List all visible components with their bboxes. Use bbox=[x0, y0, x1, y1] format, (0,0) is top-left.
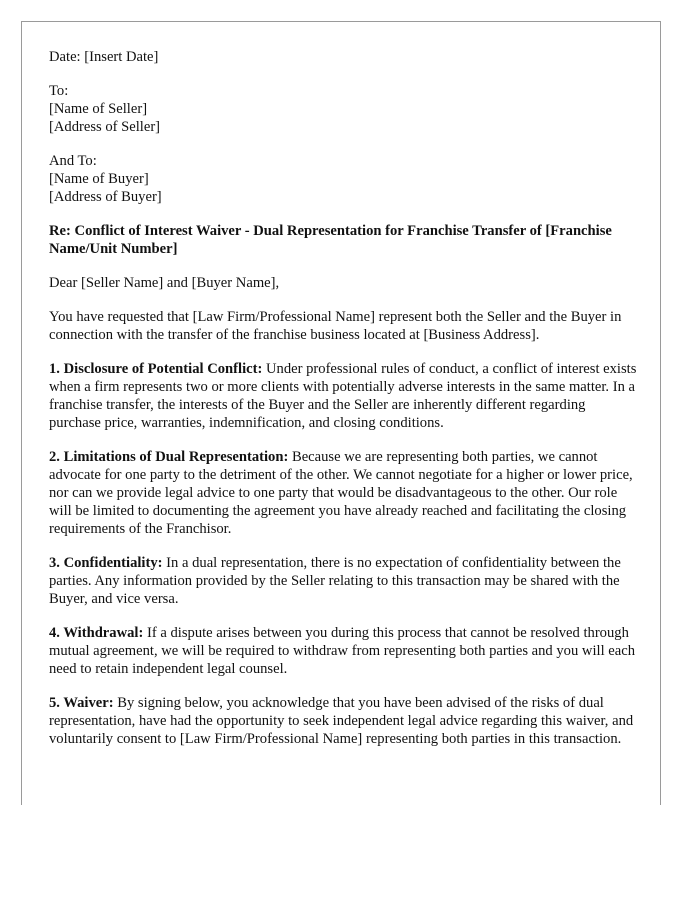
to-label: To: bbox=[49, 83, 69, 99]
and-to-label: And To: bbox=[49, 153, 97, 169]
section-title: 5. Waiver: bbox=[49, 695, 114, 711]
buyer-address-block bbox=[49, 152, 639, 206]
section-limitations bbox=[49, 448, 639, 538]
letter-content bbox=[49, 48, 639, 764]
section-waiver bbox=[49, 694, 639, 748]
seller-name: [Name of Seller] bbox=[49, 101, 148, 117]
section-text: Because we are representing both parties, we cannot advocate for one party to the detriment of the other. We cannot negotiate for a higher or lower price, nor can we provide legal advice to one party that would be disadvantageous to the other. Our role will be limited to documenting the agreement you have already reached and facilitating the closing requirements of the Franchisor. bbox=[49, 449, 633, 537]
section-confidentiality bbox=[49, 554, 639, 608]
section-text: Under professional rules of conduct, a conflict of interest exists when a firm represents two or more clients with potentially adverse interests in the same matter. In a franchise transfer, the interests of the Buyer and the Seller are inherently different regarding purchase price, warranties, indemnification, and closing conditions. bbox=[49, 361, 637, 431]
subject-line: Re: Conflict of Interest Waiver - Dual Representation for Franchise Transfer of [Franchise Name/Unit Number] bbox=[49, 223, 612, 257]
buyer-name: [Name of Buyer] bbox=[49, 171, 149, 187]
section-text: In a dual representation, there is no expectation of confidentiality between the parties. Any information provided by the Seller relating to this transaction may be shared with the Buyer, and vice versa. bbox=[49, 555, 621, 607]
letter-page bbox=[21, 21, 661, 805]
section-disclosure bbox=[49, 360, 639, 432]
seller-address: [Address of Seller] bbox=[49, 119, 161, 135]
section-title: 2. Limitations of Dual Representation: bbox=[49, 449, 289, 465]
intro-paragraph: You have requested that [Law Firm/Professional Name] represent both the Seller and the Buyer in connection with the transfer of the franchise business located at [Business Address]. bbox=[49, 309, 622, 343]
date-block bbox=[49, 48, 639, 66]
section-title: 1. Disclosure of Potential Conflict: bbox=[49, 361, 263, 377]
section-title: 4. Withdrawal: bbox=[49, 625, 144, 641]
section-text: By signing below, you acknowledge that you have been advised of the risks of dual representation, have had the opportunity to seek independent legal advice regarding this waiver, and voluntarily consent to [Law Firm/Professional Name] representing both parties in this transaction. bbox=[49, 695, 634, 747]
salutation: Dear [Seller Name] and [Buyer Name], bbox=[49, 275, 280, 291]
section-text: If a dispute arises between you during this process that cannot be resolved through mutual agreement, we will be required to withdraw from representing both parties and you will each need to retain independent legal counsel. bbox=[49, 625, 635, 677]
seller-address-block bbox=[49, 82, 639, 136]
buyer-address: [Address of Buyer] bbox=[49, 189, 162, 205]
section-title: 3. Confidentiality: bbox=[49, 555, 163, 571]
section-withdrawal bbox=[49, 624, 639, 678]
date-line: Date: [Insert Date] bbox=[49, 49, 159, 65]
